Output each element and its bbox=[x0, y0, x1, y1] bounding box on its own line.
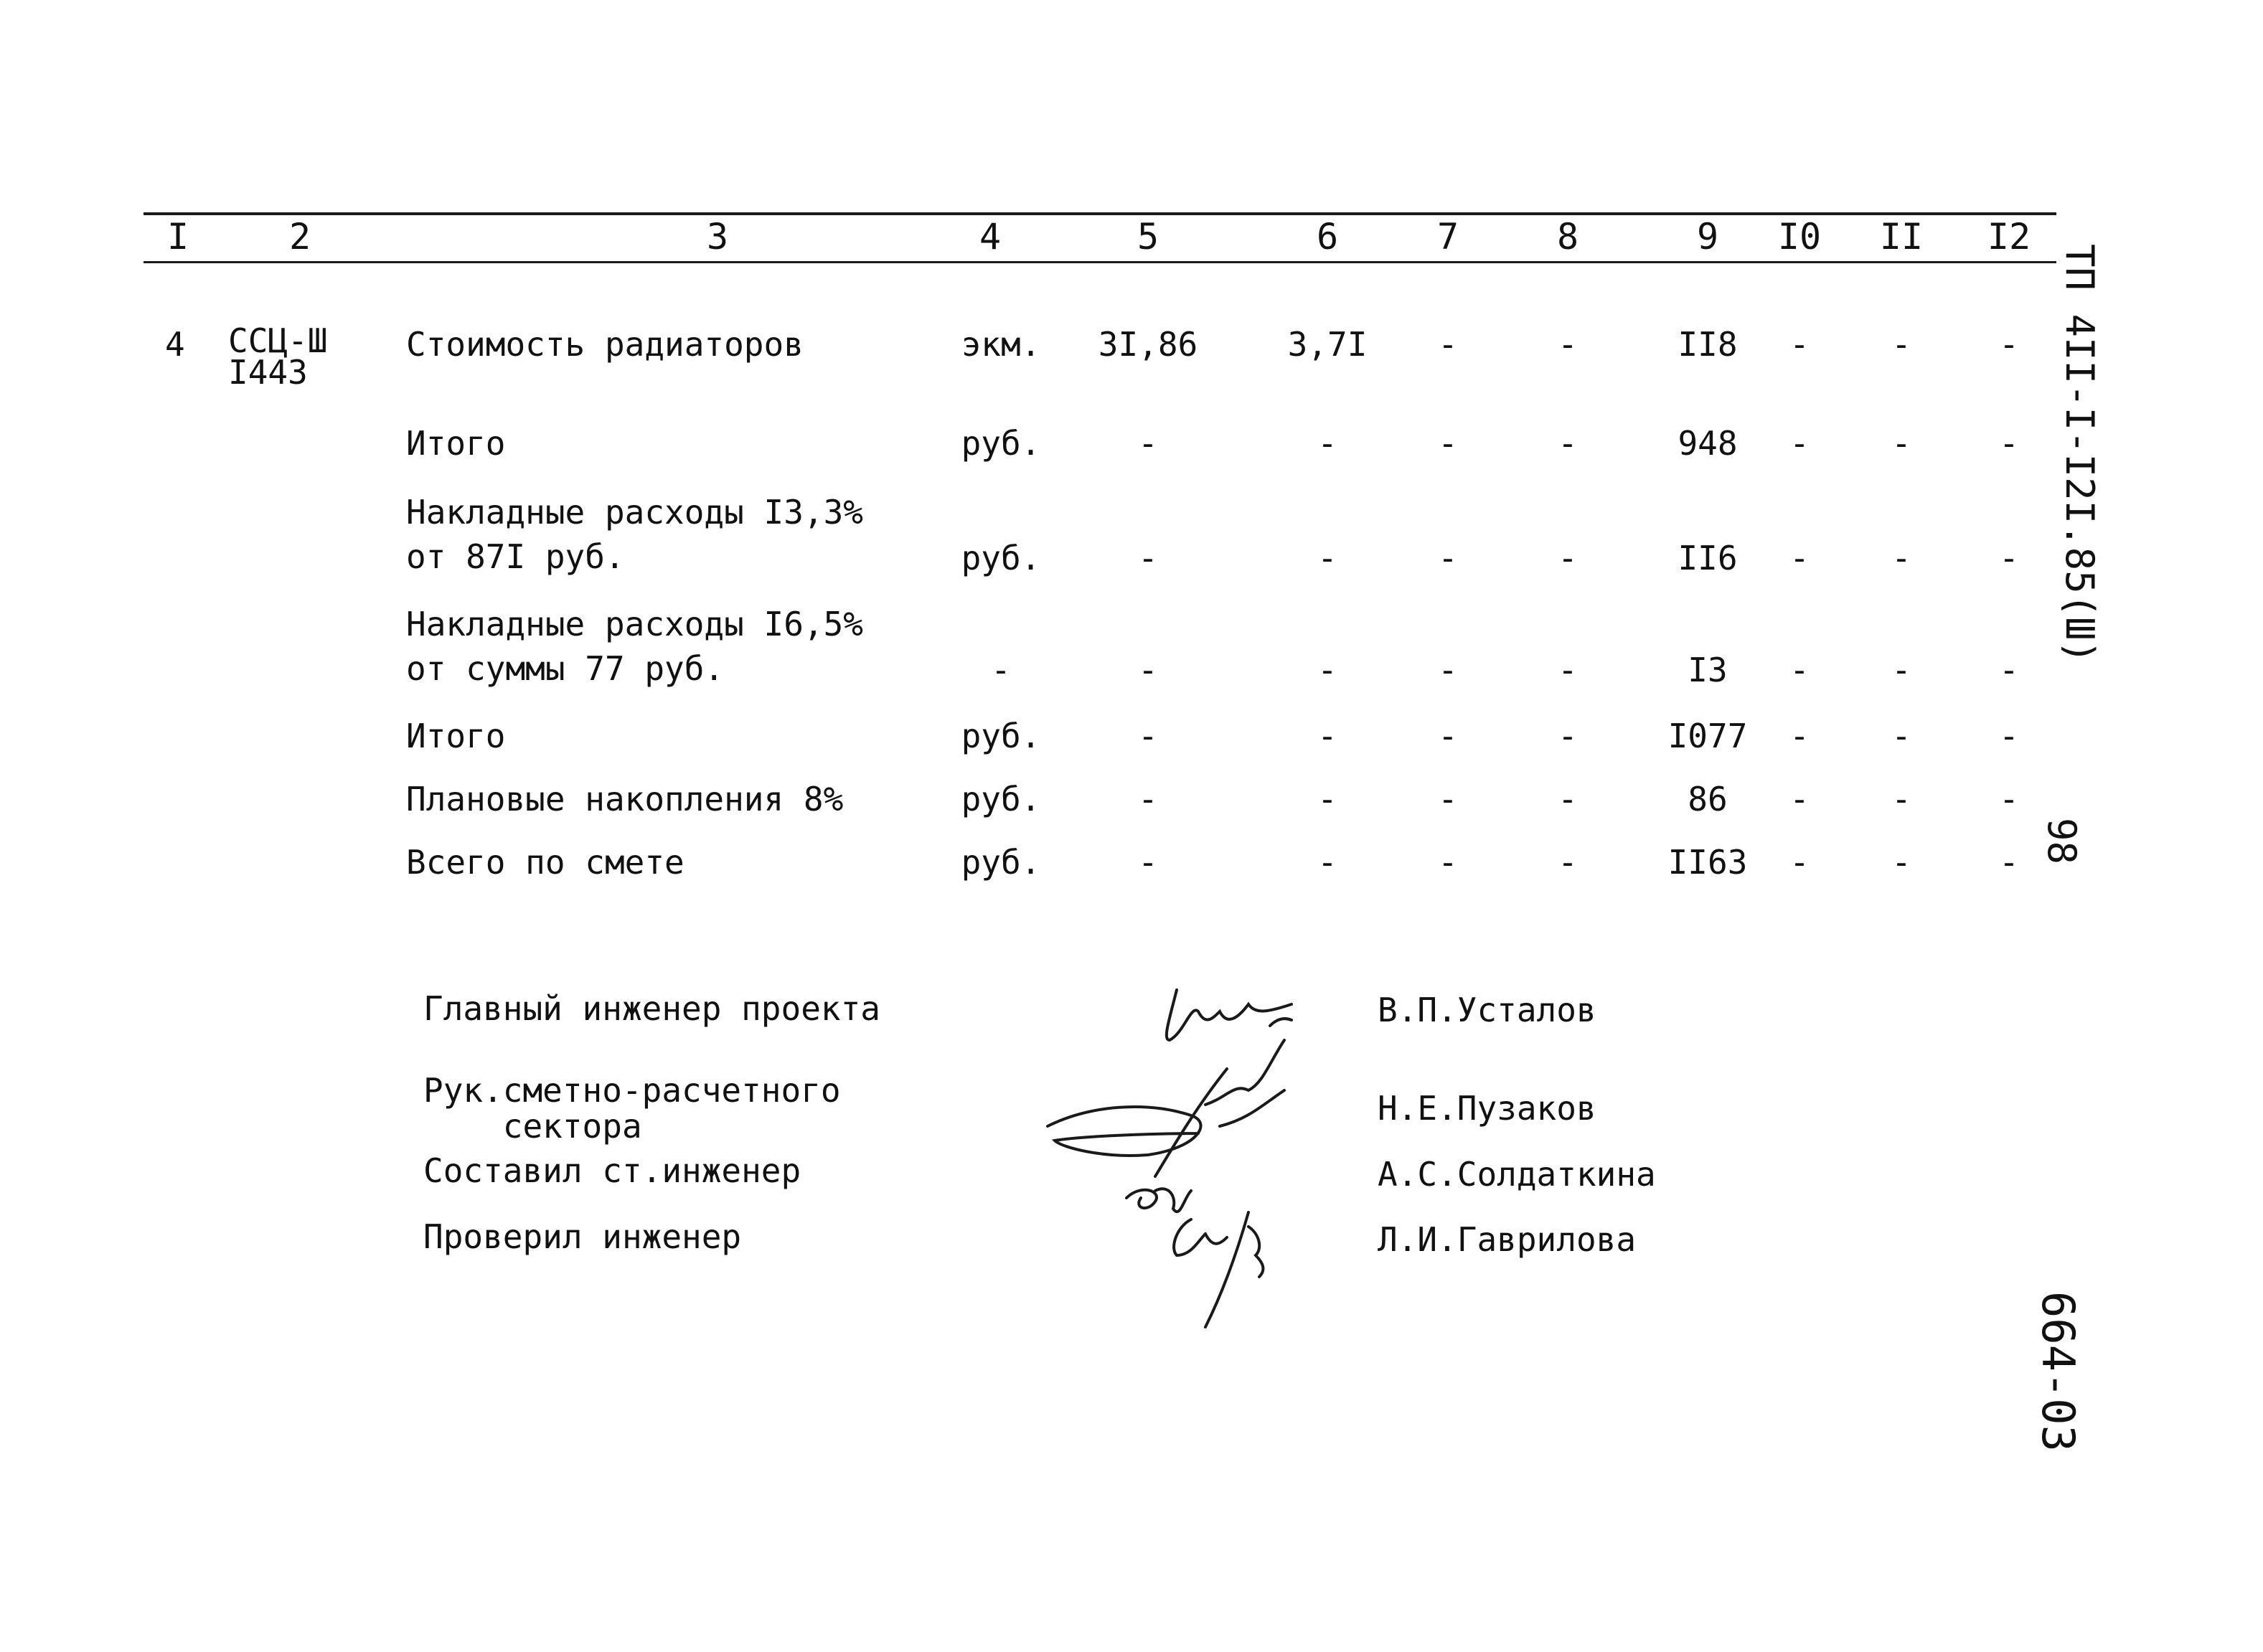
row-col-7: - bbox=[1438, 651, 1458, 689]
row-col-12: - bbox=[1999, 843, 2019, 882]
row-col-9: II8 bbox=[1678, 325, 1738, 364]
signatory-name: В.П.Усталов bbox=[1378, 991, 1596, 1029]
table-top-rule bbox=[144, 212, 2056, 215]
row-col-8: - bbox=[1558, 539, 1578, 577]
column-header-12: I2 bbox=[1987, 216, 2031, 258]
column-header-3: 3 bbox=[706, 216, 729, 258]
row-col-5: - bbox=[1138, 843, 1158, 882]
row-col-7: - bbox=[1438, 325, 1458, 364]
row-unit: руб. bbox=[961, 717, 1041, 755]
row-col-8: - bbox=[1558, 780, 1578, 818]
column-header-2: 2 bbox=[288, 216, 311, 258]
signature-gavrilova bbox=[1174, 1212, 1263, 1327]
signature-soldatkina bbox=[1126, 1189, 1191, 1212]
row-name: Итого bbox=[406, 717, 506, 755]
row-col-12: - bbox=[1999, 539, 2019, 577]
row-col-12: - bbox=[1999, 717, 2019, 755]
signatory-name: Л.И.Гаврилова bbox=[1378, 1220, 1637, 1259]
column-header-4: 4 bbox=[979, 216, 1002, 258]
handwritten-signatures bbox=[1033, 961, 1335, 1334]
table-header-rule bbox=[144, 261, 2056, 263]
signatory-name: А.С.Солдаткина bbox=[1378, 1155, 1656, 1194]
page-number: 98 bbox=[2039, 818, 2084, 865]
row-col-6: - bbox=[1317, 539, 1337, 577]
row-col-6: - bbox=[1317, 717, 1337, 755]
row-col-11: - bbox=[1891, 424, 1911, 463]
row-col-11: - bbox=[1891, 843, 1911, 882]
row-col-5: - bbox=[1138, 651, 1158, 689]
row-col-9: II6 bbox=[1678, 539, 1738, 577]
row-col-9: I077 bbox=[1667, 717, 1748, 755]
row-col-6: 3,7I bbox=[1287, 325, 1368, 364]
row-col-12: - bbox=[1999, 780, 2019, 818]
signatory-role: Главный инженер проекта bbox=[423, 989, 880, 1028]
row-col-10: - bbox=[1789, 539, 1810, 577]
sheet-code: 664-03 bbox=[2032, 1291, 2084, 1452]
row-col-11: - bbox=[1891, 717, 1911, 755]
row-unit: руб. bbox=[961, 780, 1041, 818]
signatory-name: Н.Е.Пузаков bbox=[1378, 1089, 1596, 1128]
row-col-12: - bbox=[1999, 424, 2019, 463]
row-col-5: - bbox=[1138, 717, 1158, 755]
document-code: ТП 4II-I-I2I.85(Ш) bbox=[2057, 244, 2102, 664]
row-col-6: - bbox=[1317, 843, 1337, 882]
row-col-7: - bbox=[1438, 424, 1458, 463]
column-header-5: 5 bbox=[1137, 216, 1159, 258]
row-col-11: - bbox=[1891, 651, 1911, 689]
column-header-9: 9 bbox=[1696, 216, 1719, 258]
column-header-6: 6 bbox=[1316, 216, 1339, 258]
row-col-10: - bbox=[1789, 325, 1810, 364]
row-name: Стоимость радиаторов bbox=[406, 325, 804, 364]
row-col-8: - bbox=[1558, 424, 1578, 463]
row-col-11: - bbox=[1891, 539, 1911, 577]
column-header-8: 8 bbox=[1556, 216, 1579, 258]
row-col-5: - bbox=[1138, 424, 1158, 463]
row-unit: руб. bbox=[961, 539, 1041, 577]
signature-ustalov bbox=[1167, 990, 1292, 1040]
row-name: Итого bbox=[406, 424, 506, 463]
row-col-10: - bbox=[1789, 424, 1810, 463]
row-name: Накладные расходы I3,3% от 87I руб. bbox=[406, 493, 863, 576]
signature-puzakov bbox=[1048, 1040, 1284, 1176]
row-col-10: - bbox=[1789, 651, 1810, 689]
row-col-7: - bbox=[1438, 717, 1458, 755]
row-unit: руб. bbox=[961, 843, 1041, 882]
row-col-6: - bbox=[1317, 651, 1337, 689]
row-col-9: 948 bbox=[1678, 424, 1738, 463]
row-col-8: - bbox=[1558, 325, 1578, 364]
row-col-6: - bbox=[1317, 780, 1337, 818]
row-col-12: - bbox=[1999, 325, 2019, 364]
row-col-5: - bbox=[1138, 780, 1158, 818]
row-col-9: II63 bbox=[1667, 843, 1748, 882]
row-col-9: 86 bbox=[1688, 780, 1728, 818]
row-name: Плановые накопления 8% bbox=[406, 780, 844, 818]
signatory-role: Проверил инженер bbox=[423, 1217, 742, 1256]
column-header-10: I0 bbox=[1777, 216, 1822, 258]
row-col-7: - bbox=[1438, 843, 1458, 882]
signatory-role: Составил ст.инженер bbox=[423, 1151, 801, 1190]
row-col-9: I3 bbox=[1688, 651, 1728, 689]
row-col-8: - bbox=[1558, 843, 1578, 882]
row-name: Накладные расходы I6,5% от суммы 77 руб. bbox=[406, 605, 863, 688]
row-name: Всего по смете bbox=[406, 843, 684, 882]
row-unit: экм. bbox=[961, 325, 1041, 364]
row-col-6: - bbox=[1317, 424, 1337, 463]
row-number: 4 bbox=[165, 325, 185, 364]
column-header-1: I bbox=[166, 216, 189, 258]
row-unit: руб. bbox=[961, 424, 1041, 463]
row-col-11: - bbox=[1891, 325, 1911, 364]
column-header-7: 7 bbox=[1436, 216, 1459, 258]
row-col-8: - bbox=[1558, 717, 1578, 755]
column-header-11: II bbox=[1879, 216, 1924, 258]
row-col-8: - bbox=[1558, 651, 1578, 689]
row-col-10: - bbox=[1789, 843, 1810, 882]
row-col-5: - bbox=[1138, 539, 1158, 577]
row-col-10: - bbox=[1789, 780, 1810, 818]
row-col-7: - bbox=[1438, 780, 1458, 818]
row-col-5: 3I,86 bbox=[1098, 325, 1198, 364]
row-col-10: - bbox=[1789, 717, 1810, 755]
row-unit: - bbox=[991, 651, 1011, 689]
row-code: ССЦ-Ш I443 bbox=[228, 321, 328, 392]
signatory-role: Рук.сметно-расчетного сектора bbox=[423, 1071, 841, 1146]
row-col-7: - bbox=[1438, 539, 1458, 577]
row-col-11: - bbox=[1891, 780, 1911, 818]
row-col-12: - bbox=[1999, 651, 2019, 689]
